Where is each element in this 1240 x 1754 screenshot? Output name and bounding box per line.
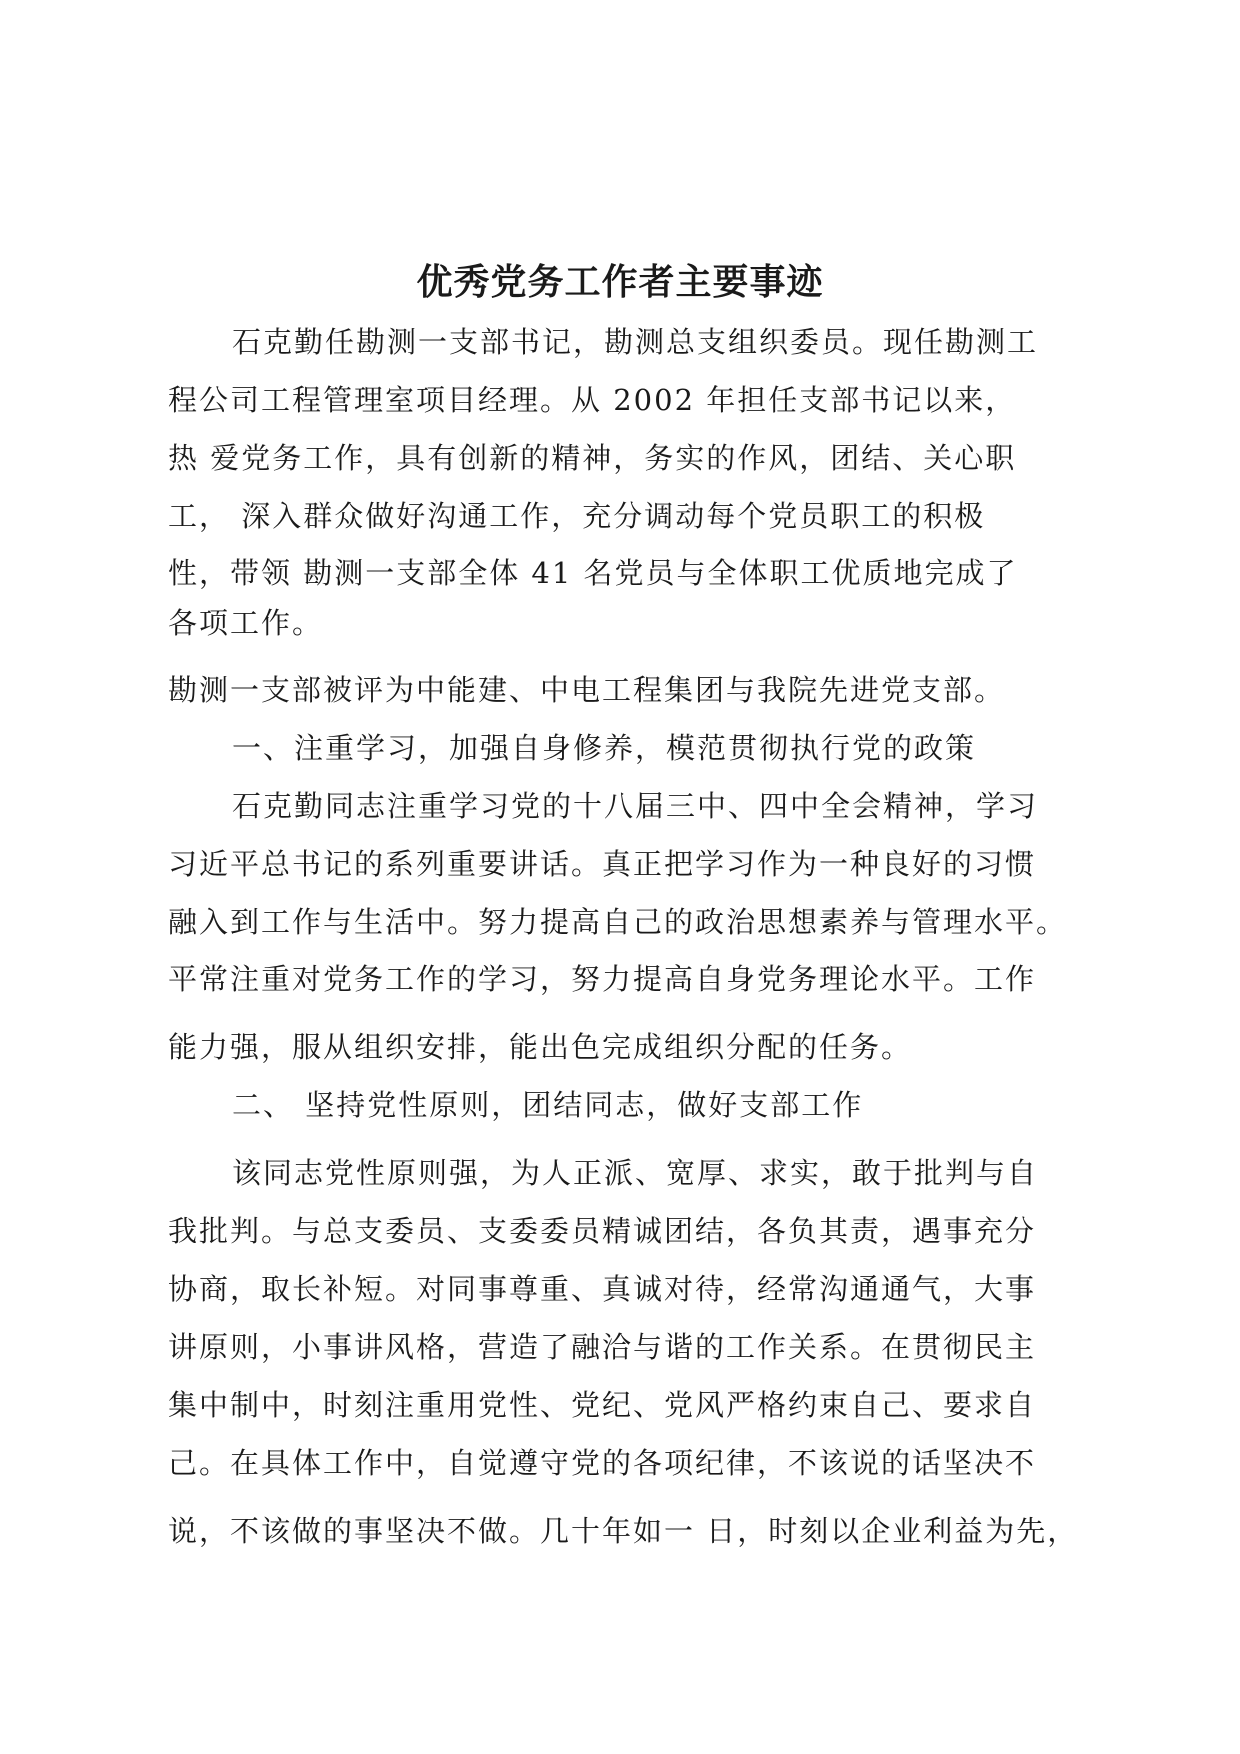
paragraph-1-line-6: 各项工作。 — [168, 606, 324, 640]
paragraph-3-line-2: 习近平总书记的系列重要讲话。真正把学习作为一种良好的习惯 — [168, 847, 1037, 881]
paragraph-1-line-2: 程公司工程管理室项目经理。从 2002 年担任支部书记以来， — [168, 383, 1017, 417]
paragraph-4-line-3: 协商，取长补短。对同事尊重、真诚对待，经常沟通通气，大事 — [168, 1272, 1037, 1306]
paragraph-1-line-3: 热 爱党务工作，具有创新的精神，务实的作风，团结、关心职 — [168, 441, 1017, 475]
paragraph-4-line-6: 己。在具体工作中，自觉遵守党的各项纪律，不该说的话坚决不 — [168, 1446, 1037, 1480]
paragraph-1-line-4: 工， 深入群众做好沟通工作，充分调动每个党员职工的积极 — [168, 499, 986, 533]
paragraph-4-line-2: 我批判。与总支委员、支委委员精诚团结，各负其责，遇事充分 — [168, 1214, 1037, 1248]
paragraph-4-line-5: 集中制中，时刻注重用党性、党纪、党风严格约束自己、要求自 — [168, 1388, 1037, 1422]
document-title: 优秀党务工作者主要事迹 — [416, 261, 824, 303]
paragraph-4-line-1: 该同志党性原则强，为人正派、宽厚、求实，敢于批判与自 — [232, 1156, 1039, 1190]
paragraph-3-line-3: 融入到工作与生活中。努力提高自己的政治思想素养与管理水平。 — [168, 905, 1068, 939]
section-heading-2: 二、 坚持党性原则，团结同志，做好支部工作 — [232, 1088, 864, 1122]
paragraph-1-line-1: 石克勤任勘测一支部书记，勘测总支组织委员。现任勘测工 — [232, 325, 1039, 359]
paragraph-4-line-7: 说，不该做的事坚决不做。几十年如一 日，时刻以企业利益为先， — [168, 1514, 1079, 1548]
paragraph-3-line-4: 平常注重对党务工作的学习，努力提高自身党务理论水平。工作 — [168, 962, 1037, 996]
section-heading-1: 一、注重学习，加强自身修养，模范贯彻执行党的政策 — [232, 731, 977, 765]
paragraph-3-line-1: 石克勤同志注重学习党的十八届三中、四中全会精神，学习 — [232, 789, 1039, 823]
paragraph-4-line-4: 讲原则，小事讲风格，营造了融洽与谐的工作关系。在贯彻民主 — [168, 1330, 1037, 1364]
paragraph-3-line-5: 能力强，服从组织安排，能出色完成组织分配的任务。 — [168, 1030, 913, 1064]
paragraph-2-line-1: 勘测一支部被评为中能建、中电工程集团与我院先进党支部。 — [168, 673, 1006, 707]
paragraph-1-line-5: 性，带领 勘测一支部全体 41 名党员与全体职工优质地完成了 — [168, 556, 1018, 590]
